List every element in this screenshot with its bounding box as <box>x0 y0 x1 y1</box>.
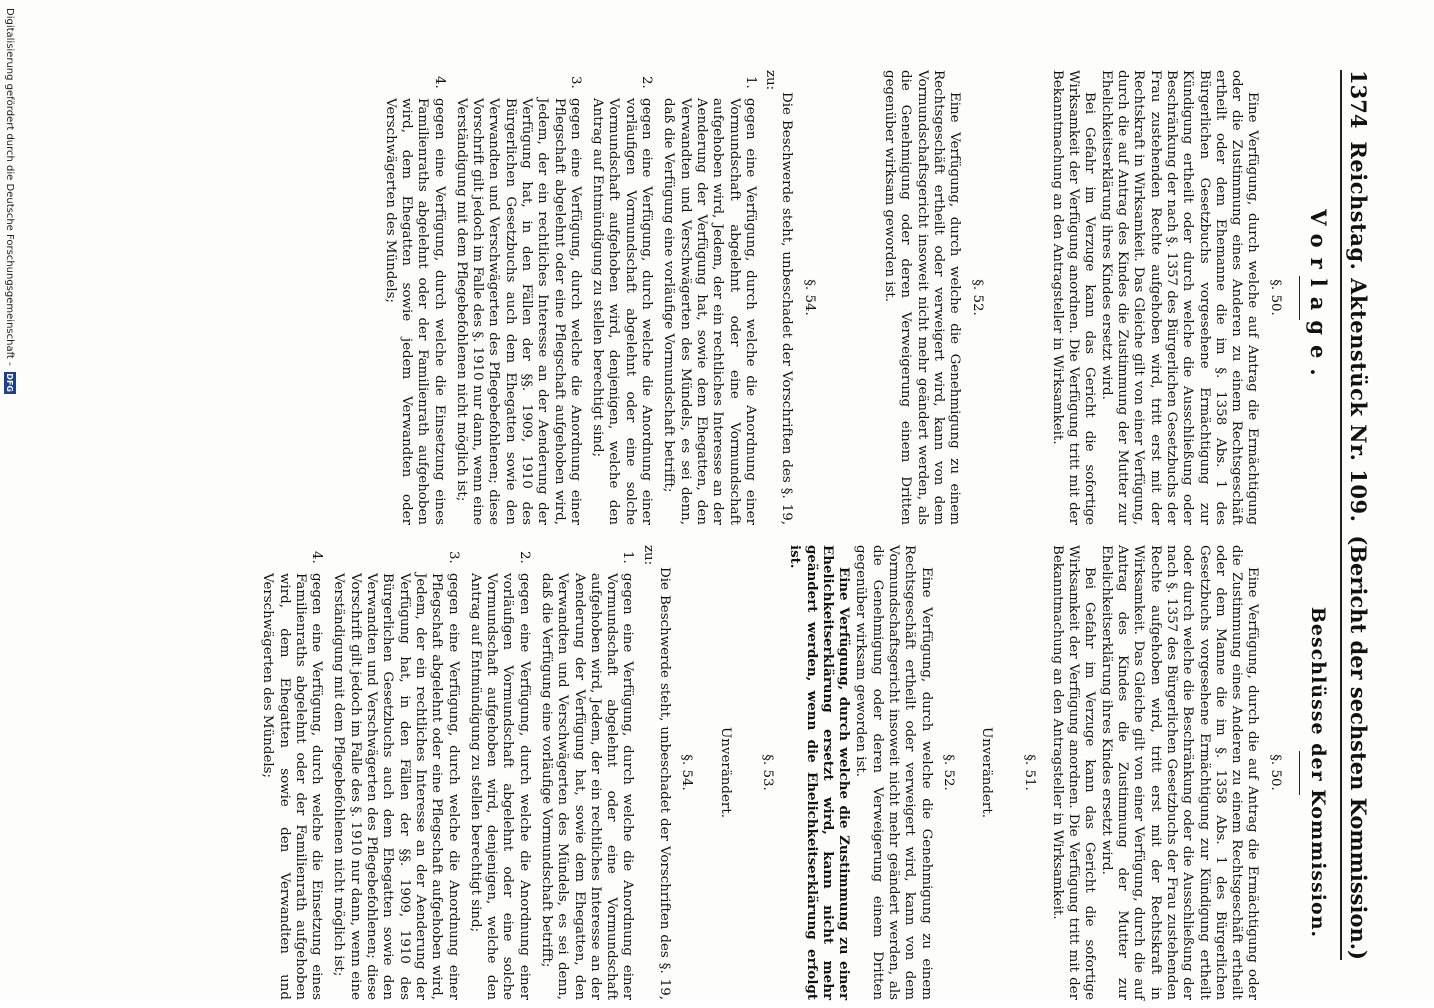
spacer <box>829 70 855 525</box>
item-number: 1. <box>742 76 758 89</box>
digitization-credit <box>4 0 16 1008</box>
dfg-logo-icon[interactable]: DFG <box>5 373 15 392</box>
item-number: 2. <box>516 551 532 564</box>
credit-text: Digitalisierung gefördert durch die Deutsche Forschungsgemeinschaft - <box>4 8 16 366</box>
item-text: gegen eine Verfügung, durch welche die Einsetzung eines Familienraths abgelehnt oder der Familienrath aufgehoben wird, dem Ehegatten sowie jedem Verwandten oder Verschwägerten des Mündels; <box>382 98 447 525</box>
paragraph: Bei Gefahr im Verzuge kann das Gericht die sofortige Wirksamkeit der Verfügung anordnen. Die Verfügung tritt mit der Bekanntmachung an den Antragsteller in Wirksamkeit. <box>1049 545 1098 1000</box>
section-heading: §. 51. <box>1021 754 1037 791</box>
section-intro: Die Beschwerde steht, unbeschadet der Vorschriften des §. 19, zu: <box>640 545 673 1000</box>
section-heading: §. 50. <box>1267 279 1283 316</box>
item-number: 4. <box>431 76 447 89</box>
list-item <box>330 551 460 1000</box>
item-text: gegen eine Verfügung, durch welche die Anordnung einer Pflegschaft abgelehnt oder eine Pflegschaft aufgehoben wird, Jedem, der ein rechtliches Interesse an der Aenderung der Verfügung hat, in den Fällen der §§. 1909, 1910 des Bürgerlichen Gesetzbuchs auch dem Ehegatten sowie den Verwandten und Verschwägerten des Pflegebefohlenen; diese Vorschrift gilt jedoch im Falle des §. 1910 nur dann, wenn eine Verständigung mit dem Pflegebefohlenen nicht möglich ist; <box>331 573 461 1000</box>
section-intro: Die Beschwerde steht, unbeschadet der Vorschriften des §. 19, zu: <box>763 70 795 525</box>
page-number: 1374 <box>1346 70 1371 129</box>
section-heading: §. 54. <box>679 754 695 791</box>
paragraph: Bei Gefahr im Verzuge kann das Gericht die sofortige Wirksamkeit der Verfügung anordnen. Die Verfügung tritt mit der Bekanntmachung an den Antragsteller in Wirksamkeit. <box>1049 70 1098 525</box>
item-number: 1. <box>620 551 636 564</box>
column-title: Vorlage. <box>1306 209 1331 386</box>
item-text: gegen eine Verfügung, durch welche die Einsetzung eines Familienraths abgelehnt oder der Familienrath aufgehoben wird, dem Ehegatten sowie den Verwandten und Verschwägerten des Mündels; <box>260 573 325 1000</box>
column-vorlage <box>40 70 1330 525</box>
report-label: (Bericht der sechsten Kommission.) <box>1346 535 1371 960</box>
title-rule <box>1299 751 1300 795</box>
unchanged-note: Unverändert. <box>717 727 733 818</box>
list-item <box>660 76 758 525</box>
item-text: gegen eine Verfügung, durch welche die Anordnung einer Vormundschaft abgelehnt oder eine Vormundschaft aufgehoben wird, Jedem, der ein rechtliches Interesse an der Aenderung der Verfügung hat, sowie dem Ehegatten, den Verwandten und Verschwägerten des Mündels, es sei denn, daß die Verfügung eine vorläufige Vormundschaft betrifft; <box>661 98 758 525</box>
spacer <box>997 70 1023 525</box>
section-heading: §. 52. <box>940 754 956 791</box>
list-item <box>381 76 446 525</box>
section-heading: §. 54. <box>801 279 817 316</box>
section-heading: §. 53. <box>759 754 775 791</box>
item-text: gegen eine Verfügung, durch welche die Anordnung einer vorläufigen Vormundschaft abgelehnt oder eine solche Vormundschaft aufgehoben wird, denjenigen, welche den Antrag auf Entmündigung zu stellen berechtigt sind; <box>467 573 532 1000</box>
item-text: gegen eine Verfügung, durch welche die Anordnung einer vorläufigen Vormundschaft abgelehnt oder eine solche Vormundschaft aufgehoben wird, denjenigen, welche den Antrag auf Entmündigung zu stellen berechtigt sind; <box>590 98 655 525</box>
item-number: 2. <box>639 76 655 89</box>
paragraph: Eine Verfügung, durch welche die Genehmigung zu einem Rechtsgeschäft ertheilt oder verweigert wird, kann von dem Vormundschaftsgericht insoweit nicht mehr geändert werden, als die Genehmigung oder deren Verweigerung einem Dritten gegenüber wirksam geworden ist. <box>882 70 963 525</box>
paragraph: Eine Verfügung, durch welche auf Antrag die Ermächtigung oder die Zustimmung eines Anderen zu einem Rechtsgeschäft ertheilt oder dem Ehemanne die im §. 1358 Abs. 1 des Bürgerlichen Gesetzbuchs vorgesehene Ermächtigung zur Kündigung ertheilt oder durch welche die Ausschließung oder Beschränkung der nach §. 1357 des Bürgerlichen Gesetzbuchs der Frau zustehenden Rechte aufgehoben wird, tritt erst mit der Rechtskraft in Wirksamkeit. Das Gleiche gilt von einer Verfügung, durch die auf Antrag des Kindes die Zustimmung der Mutter zur Ehelichkeitserklärung ihres Kindes ersetzt wird. <box>1098 70 1261 525</box>
item-number: 3. <box>567 76 583 89</box>
paragraph-added: Eine Verfügung, durch welche die Zustimmung zu einer Ehelichkeitserklärung ersetzt wird, kann nicht mehr geändert werden, wenn die Ehelichkeitserklärung erfolgt ist. <box>787 545 853 1000</box>
spacer <box>855 70 881 525</box>
paragraph: Eine Verfügung, durch die auf Antrag die Ermächtigung oder die Zustimmung eines Anderen zu einem Rechtsgeschäft ertheilt oder dem Manne die im §. 1358 Abs. 1 des Bürgerlichen Gesetzbuchs vorgesehene Ermächtigung zur Kündigung ertheilt oder durch welche die Beschränkung oder die Ausschließung der nach §. 1357 des Bürgerlichen Gesetzbuchs der Frau zustehenden Rechte aufgehoben wird, tritt erst mit der Rechtskraft in Wirksamkeit. Das Gleiche gilt von einer Verfügung, durch die auf Antrag des Kindes die Zustimmung der Mutter zur Ehelichkeitserklärung ihres Kindes ersetzt wird. <box>1098 545 1261 1000</box>
list-item <box>589 76 654 525</box>
document-title: Reichstag. Aktenstück Nr. 109. <box>1346 141 1371 523</box>
page-header <box>1340 70 1392 960</box>
paragraph: Eine Verfügung, durch welche die Genehmigung zu einem Rechtsgeschäft ertheilt oder verweigert wird, kann von dem Vormundschaftsgericht insoweit nicht mehr geändert werden, als die Genehmigung oder deren Verweigerung einem Dritten gegenüber wirksam geworden ist. <box>853 545 934 1000</box>
item-number: 3. <box>445 551 461 564</box>
item-text: gegen eine Verfügung, durch welche die Anordnung einer Pflegschaft abgelehnt oder eine Pflegschaft aufgehoben wird, Jedem, der ein rechtliches Interesse an der Aenderung der Verfügung hat, in den Fällen der §§. 1909, 1910 des Bürgerlichen Gesetzbuchs auch dem Ehegatten sowie den Verwandten und Verschwägerten des Pflegebefohlenen; diese Vorschrift gilt jedoch im Falle des §. 1910 nur dann, wenn eine Verständigung mit dem Pflegebefohlenen nicht möglich ist; <box>453 98 583 525</box>
item-text: gegen eine Verfügung, durch welche die Anordnung einer Vormundschaft abgelehnt oder eine Vormundschaft aufgehoben wird, Jedem, der ein rechtliches Interesse an der Aenderung der Verfügung hat, sowie dem Ehegatten, den Verwandten und Verschwägerten des Mündels, es sei denn, daß die Verfügung eine vorläufige Vormundschaft betrifft; <box>539 573 636 1000</box>
section-heading: §. 50. <box>1267 754 1283 791</box>
list-item <box>467 551 532 1000</box>
spacer <box>1023 70 1049 525</box>
section-heading: §. 52. <box>969 279 985 316</box>
title-rule <box>1299 276 1300 320</box>
list-item <box>453 76 583 525</box>
column-beschluesse <box>40 545 1330 1000</box>
column-title: Beschlüsse der Kommission. <box>1307 606 1329 939</box>
unchanged-note: Unverändert. <box>979 727 995 818</box>
item-number: 4. <box>309 551 325 564</box>
list-item <box>259 551 324 1000</box>
list-item <box>538 551 636 1000</box>
